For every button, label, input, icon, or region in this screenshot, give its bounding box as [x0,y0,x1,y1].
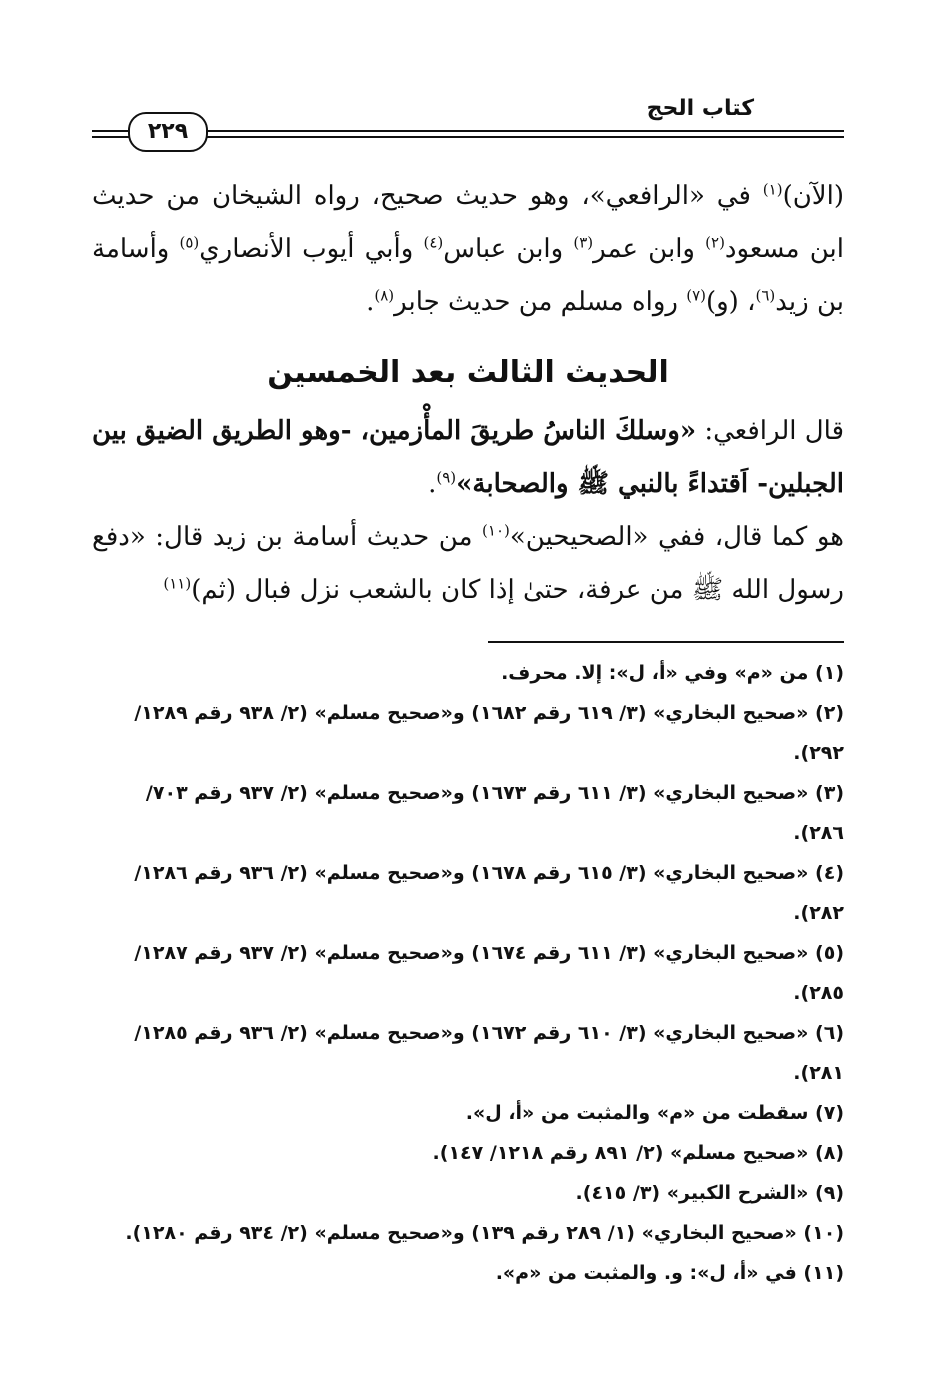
text-run: قال الرافعي: [696,416,844,446]
footnote: (١١) في «أ، ل»: و. والمثبت من «م». [495,1262,844,1284]
paragraph-rafii-quote [92,405,844,511]
footnote: (٦) «صحيح البخاري» (٣/ ٦١٠ رقم ١٦٧٢) و«صحيح مسلم» (٢/ ٩٣٦ رقم ١٢٨٥/ ٢٨١). [134,1022,844,1084]
text-run: . [366,287,375,317]
text-run: ، (و) [705,287,756,317]
quoted-text: «وسلكَ الناسُ طريقَ المأْزمين، -وهو الطريق الضيق بين الجبلين- اَقتداءً بالنبي ﷺ والصحابة» [92,416,844,499]
footnote: (٣) «صحيح البخاري» (٣/ ٦١١ رقم ١٦٧٣) و«صحيح مسلم» (٢/ ٩٣٧ رقم ٧٠٣/ ٢٨٦). [145,782,844,844]
footnote-ref-3: (٣) [573,233,594,252]
text-run: وأبي أيوب الأنصاري [199,234,424,264]
footnote-ref-9: (٩) [436,468,457,487]
text-run: . [428,469,437,499]
footnote-ref-4: (٤) [423,233,444,252]
footnote: (٤) «صحيح البخاري» (٣/ ٦١٥ رقم ١٦٧٨) و«صحيح مسلم» (٢/ ٩٣٦ رقم ١٢٨٦/ ٢٨٢). [134,862,844,924]
page-number: ٢٢٩ [128,112,208,152]
footnote-ref-2: (٢) [705,233,725,252]
section-heading: الحديث الثالث بعد الخمسين [267,355,669,390]
page-header [92,96,844,144]
footnote: (٢) «صحيح البخاري» (٣/ ٦١٩ رقم ١٦٨٢) و«صحيح مسلم» (٢/ ٩٣٨ رقم ١٢٨٩/ ٢٩٢). [134,702,844,764]
footnote-ref-1: (١) [762,180,783,199]
text-run: رواه مسلم من حديث جابر [394,287,687,317]
text-run: (الآن) [782,181,844,211]
text-run: في «الرافعي»، وهو حديث صحيح، رواه الشيخان من حديث ابن مسعود [92,181,844,264]
footnote-ref-11: (١١) [163,574,192,593]
footnote-ref-7: (٧) [686,286,706,305]
paragraph-hadith-sources [92,170,844,329]
text-run: وابن عباس [443,234,574,264]
footnote: (٩) «الشرح الكبير» (٣/ ٤١٥). [575,1182,844,1204]
footnote-divider [488,641,844,643]
text-run: هو كما قال، ففي «الصحيحين» [509,522,844,552]
text-run: وأسامة بن زيد [92,234,844,317]
footnotes [92,653,844,1293]
text-run: من حديث أسامة بن زيد قال: «دفع رسول الله ﷺ من عرفة، حتىٰ إذا كان بالشعب نزل فبال (ثم) [92,522,844,605]
text-run: وابن عمر [593,234,706,264]
footnote: (٥) «صحيح البخاري» (٣/ ٦١١ رقم ١٦٧٤) و«صحيح مسلم» (٢/ ٩٣٧ رقم ١٢٨٧/ ٢٨٥). [134,942,844,1004]
footnote: (١) من «م» وفي «أ، ل»: إلا. محرف. [501,662,844,684]
footnote-ref-8: (٨) [374,286,395,305]
footnote-ref-5: (٥) [179,233,200,252]
footnote: (١٠) «صحيح البخاري» (١/ ٢٨٩ رقم ١٣٩) و«صحيح مسلم» (٢/ ٩٣٤ رقم ١٢٨٠). [125,1222,844,1244]
running-title: كتاب الحج [646,96,754,121]
footnote-ref-6: (٦) [755,286,776,305]
footnote-ref-10: (١٠) [482,521,510,540]
footnote: (٧) سقطت من «م» والمثبت من «أ، ل». [465,1102,844,1124]
paragraph-commentary [92,511,844,617]
book-page [92,96,844,1346]
footnote: (٨) «صحيح مسلم» (٢/ ٨٩١ رقم ١٢١٨/ ١٤٧). [432,1142,844,1164]
